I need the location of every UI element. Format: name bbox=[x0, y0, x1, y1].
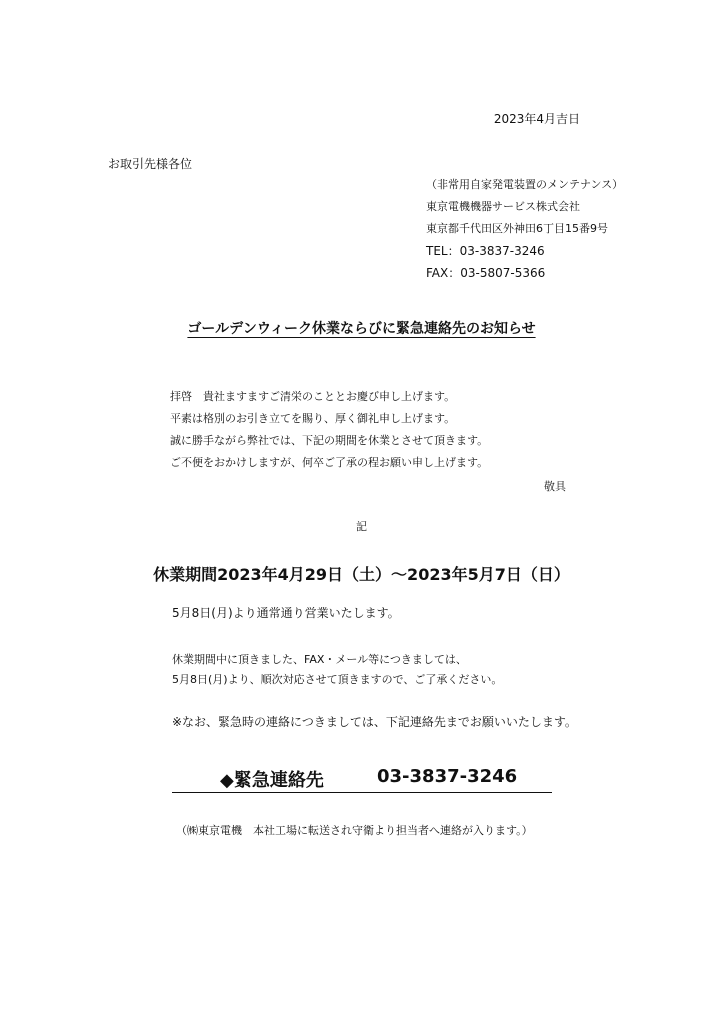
sender-dept: （非常用自家発電装置のメンテナンス） bbox=[426, 178, 624, 191]
notice-date: 2023年4月吉日 bbox=[493, 112, 580, 126]
sender-block bbox=[426, 174, 623, 284]
body-line: 誠に勝手ながら弊社では、下記の期間を休業とさせて頂きます。 bbox=[170, 434, 489, 447]
greeting-paragraph bbox=[170, 386, 488, 474]
emergency-note: ※なお、緊急時の連絡につきましては、下記連絡先までお願いいたします。 bbox=[172, 715, 577, 729]
sender-fax: FAX：03-5807-5366 bbox=[426, 266, 546, 280]
handling-line: 休業期間中に頂きました、FAX・メール等につきましては、 bbox=[172, 653, 467, 666]
handling-notice bbox=[172, 650, 502, 690]
body-line: 拝啓 貴社ますますご清栄のこととお慶び申し上げます。 bbox=[170, 390, 456, 403]
footnote: （㈱東京電機 本社工場に転送され守衛より担当者へ連絡が入ります。） bbox=[176, 824, 533, 837]
handling-line: 5月8日(月)より、順次対応させて頂きますので、ご了承ください。 bbox=[172, 673, 503, 686]
notice-title-row bbox=[0, 318, 723, 338]
body-line: ご不便をおかけしますが、何卒ご了承の程お願い申し上げます。 bbox=[170, 456, 489, 469]
emergency-contact bbox=[172, 764, 552, 793]
notice-title: ゴールデンウィーク休業ならびに緊急連絡先のお知らせ bbox=[187, 321, 536, 337]
sender-tel: TEL：03-3837-3246 bbox=[426, 244, 545, 258]
body-line: 平素は格別のお引き立てを賜り、厚く御礼申し上げます。 bbox=[170, 412, 456, 425]
ki-heading: 記 bbox=[356, 520, 367, 533]
recipient: お取引先様各位 bbox=[108, 157, 193, 171]
resume-notice: 5月8日(月)より通常通り営業いたします。 bbox=[172, 606, 400, 620]
emergency-phone: 03-3837-3246 bbox=[377, 766, 518, 787]
sender-company: 東京電機機器サービス株式会社 bbox=[426, 200, 580, 213]
holiday-period: 休業期間2023年4月29日（土）～2023年5月7日（日） bbox=[153, 565, 570, 584]
sender-address: 東京都千代田区外神田6丁目15番9号 bbox=[426, 222, 608, 235]
closing-word: 敬具 bbox=[544, 480, 566, 493]
emergency-label: ◆緊急連絡先 bbox=[220, 770, 324, 791]
